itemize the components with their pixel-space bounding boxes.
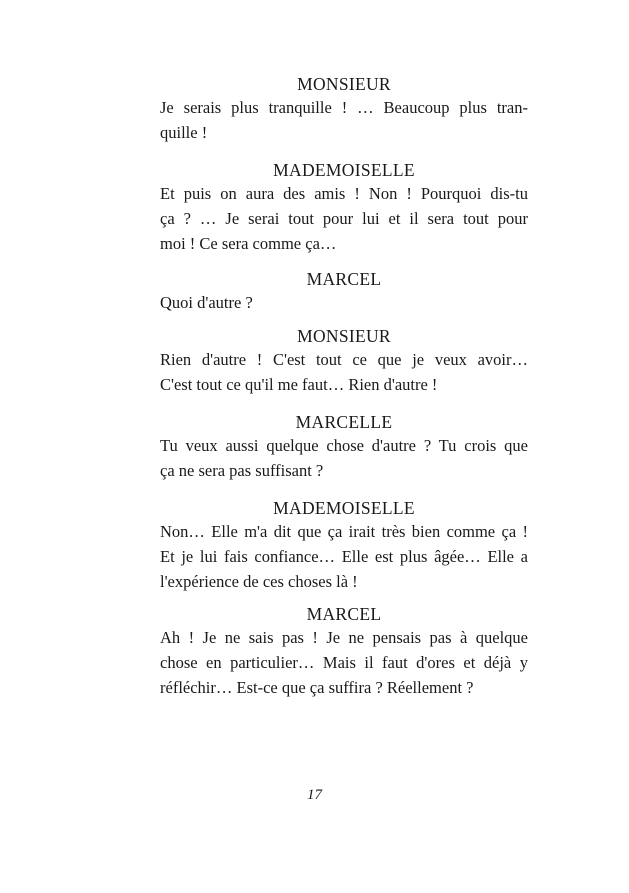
dialogue-block-marcelle (160, 411, 528, 483)
speaker-name: MARCEL (306, 269, 382, 289)
dialogue-line: ça ne sera pas suffisant ? (160, 461, 324, 480)
dialogue-line: réfléchir… Est-ce que ça suffira ? Réellement ? (160, 678, 474, 697)
dialogue-line: Quoi d'autre ? (160, 293, 253, 312)
speaker-name: MADEMOISELLE (273, 498, 415, 518)
dialogue-line: C'est tout ce qu'il me faut… Rien d'autre ! (160, 375, 438, 394)
dialogue-line: Non… Elle m'a dit que ça irait très bien comme ça ! (160, 522, 528, 541)
dialogue-line: Tu veux aussi quelque chose d'autre ? Tu crois que (160, 436, 528, 455)
dialogue-block-monsieur (160, 325, 528, 397)
dialogue-line: Ah ! Je ne sais pas ! Je ne pensais pas à quelque (160, 628, 528, 647)
dialogue-line: Je serais plus tranquille ! … Beaucoup plus tran- (160, 98, 528, 117)
speaker-name: MADEMOISELLE (273, 160, 415, 180)
dialogue-line: l'expérience de ces choses là ! (160, 572, 358, 591)
dialogue-line: quille ! (160, 123, 208, 142)
dialogue-line: Rien d'autre ! C'est tout ce que je veux avoir… (160, 350, 528, 369)
dialogue-line: chose en particulier… Mais il faut d'ores et déjà y (160, 653, 528, 672)
dialogue-block-marcel (160, 268, 528, 315)
speaker-name: MARCELLE (295, 412, 393, 432)
dialogue-line: ça ? … Je serai tout pour lui et il sera tout pour (160, 209, 528, 228)
dialogue-block-mademoiselle (160, 497, 528, 594)
dialogue-block-monsieur (160, 73, 528, 145)
speaker-name: MONSIEUR (297, 74, 391, 94)
speaker-name: MONSIEUR (297, 326, 391, 346)
dialogue-line: Et je lui fais confiance… Elle est plus âgée… Elle a (160, 547, 528, 566)
dialogue-block-marcel (160, 603, 528, 700)
dialogue-line: moi ! Ce sera comme ça… (160, 234, 337, 253)
dialogue-line: Et puis on aura des amis ! Non ! Pourquoi dis-tu (160, 184, 528, 203)
speaker-name: MARCEL (306, 604, 382, 624)
page-number: 17 (307, 787, 322, 803)
dialogue-block-mademoiselle (160, 159, 528, 256)
